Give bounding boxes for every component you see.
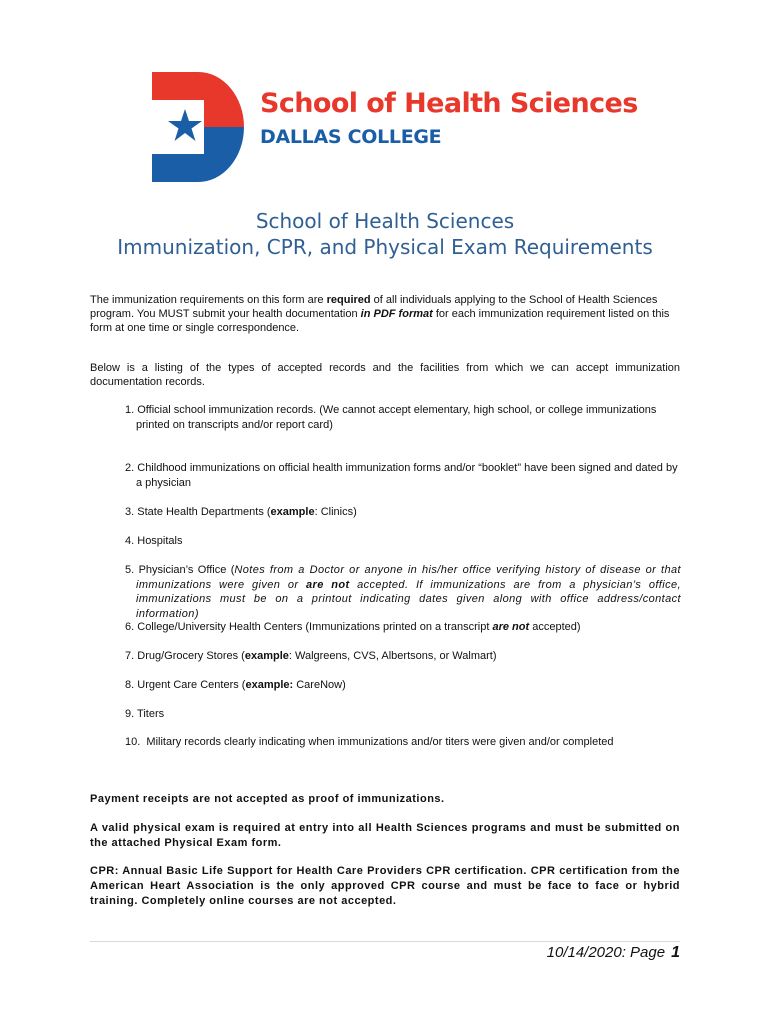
intro-text-e: for each immunization requirement listed on this form at one time or single correspondence.	[90, 308, 670, 334]
cpr-note: CPR: Annual Basic Life Support for Health Care Providers CPR certification. CPR certification from the American Heart Association is the only approved CPR course and must be face to face or hybrid training. Completely online courses are not accepted.	[90, 865, 680, 907]
footer-divider	[90, 941, 680, 942]
list-item-text: CareNow)	[293, 679, 346, 691]
list-item-text: Official school immunization records. (We cannot accept elementary, high school, or college immunizations printed on transcripts and/or report card)	[136, 404, 657, 431]
intro-paragraph	[90, 293, 680, 335]
footer-page-number: 1	[671, 944, 680, 961]
list-number: 1.	[125, 404, 135, 416]
list-item-text: : Clinics)	[314, 506, 357, 518]
list-item	[113, 534, 681, 549]
list-item-bold-italic: are not	[492, 621, 530, 633]
list-number: 2.	[125, 462, 135, 474]
list-item-text: Titers	[137, 708, 165, 720]
list-number: 3.	[125, 506, 135, 518]
payment-receipts-note: Payment receipts are not accepted as proof of immunizations.	[90, 793, 445, 805]
list-number: 9.	[125, 708, 135, 720]
dallas-college-d-mark-icon	[152, 72, 244, 182]
intro-text-c: of all individuals applying to the School of Health Sciences program. You MUST submit your health documentation	[90, 294, 658, 320]
physical-exam-note: A valid physical exam is required at entry into all Health Sciences programs and must be submitted on the attached Physical Exam form.	[90, 822, 680, 849]
list-item-text: Urgent Care Centers (	[137, 679, 246, 691]
list-item-text: State Health Departments (	[137, 506, 271, 518]
list-item	[113, 735, 681, 750]
document-title-line-1: School of Health Sciences	[255, 209, 515, 233]
list-item-text: Physician’s Office (	[138, 564, 235, 576]
page-footer	[547, 944, 680, 962]
intro-pdf-format: in PDF format	[360, 308, 433, 320]
list-item	[113, 707, 681, 722]
list-item	[113, 563, 681, 621]
list-item-bold: example:	[245, 679, 294, 691]
list-item-bold-italic: are not	[306, 578, 350, 591]
list-number: 4.	[125, 535, 135, 547]
list-item-text: College/University Health Centers (Immunizations printed on a transcript	[137, 621, 493, 633]
list-number: 10.	[125, 736, 141, 748]
listing-intro-paragraph: Below is a listing of the types of accepted records and the facilities from which we can accept immunization documentation records.	[90, 362, 680, 388]
logo-college-name: DALLAS COLLEGE	[260, 126, 442, 148]
list-item-bold: example	[244, 650, 289, 662]
list-item-text: Drug/Grocery Stores (	[137, 650, 245, 662]
document-title-line-2: Immunization, CPR, and Physical Exam Requirements	[117, 235, 653, 259]
list-item	[113, 461, 681, 490]
list-number: 6.	[125, 621, 135, 633]
list-item-text: Childhood immunizations on official health immunization forms and/or “booklet” have been signed and dated by a physician	[136, 462, 678, 489]
list-item-text: : Walgreens, CVS, Albertsons, or Walmart)	[288, 650, 497, 662]
intro-text-a: The immunization requirements on this form are	[90, 294, 327, 306]
logo-school-name: School of Health Sciences	[260, 88, 638, 119]
list-item	[113, 620, 681, 635]
list-item-bold: example	[270, 506, 315, 518]
list-number: 7.	[125, 650, 135, 662]
footer-date-label: 10/14/2020: Page	[546, 944, 666, 961]
intro-required: required	[326, 294, 371, 306]
dallas-college-logo	[152, 72, 638, 182]
list-item-text: Hospitals	[137, 535, 183, 547]
list-item	[113, 678, 681, 693]
list-item-italic: Notes from a Doctor or anyone in his/her office verifying history of disease or that immunizations were given or	[136, 564, 681, 591]
list-item	[113, 505, 681, 520]
list-item-text: accepted)	[529, 621, 581, 633]
list-item	[113, 649, 681, 664]
list-item-text: Military records clearly indicating when immunizations and/or titers were given and/or completed	[146, 736, 614, 748]
list-number: 5.	[125, 564, 135, 576]
list-number: 8.	[125, 679, 135, 691]
list-item	[113, 403, 681, 432]
list-item-italic: accepted. If immunizations are from a physician’s office, immunizations must be on a printout indicating dates given along with office address/contact information)	[136, 578, 681, 620]
